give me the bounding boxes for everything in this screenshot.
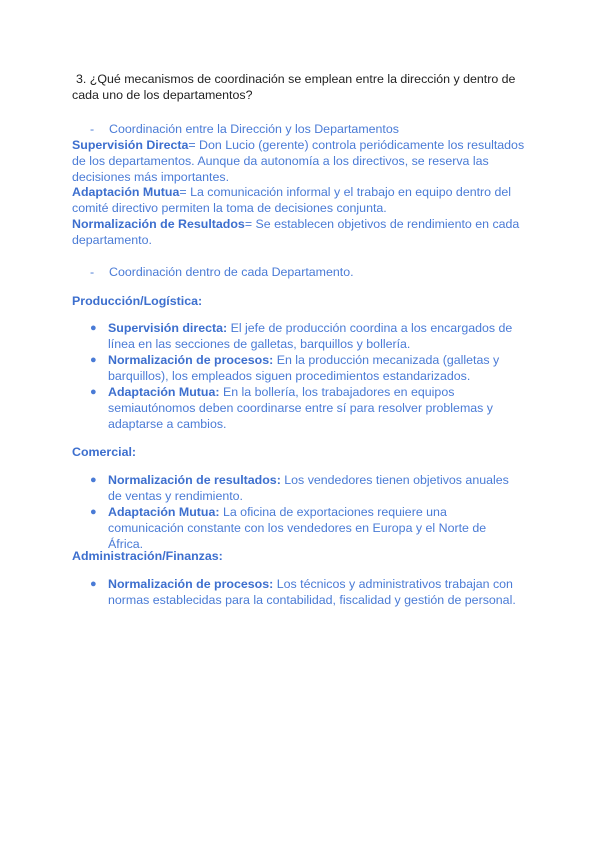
question-text: ¿Qué mecanismos de coordinación se emplean entre la dirección y dentro de cada uno de los departamentos? [72, 72, 516, 102]
question-heading [72, 71, 532, 103]
section-heading-departments [90, 264, 354, 280]
term-label: Adaptación Mutua: [108, 505, 220, 519]
term-description: = Se establecen objetivos de rendimiento en cada departamento. [72, 217, 520, 247]
section-heading-text: Coordinación entre la Dirección y los Departamentos [109, 122, 399, 136]
term-label: Normalización de procesos: [108, 353, 274, 367]
question-number: 3. [76, 72, 87, 86]
term-label: Normalización de Resultados [72, 217, 245, 231]
bullet-icon: ● [90, 578, 97, 590]
term-label: Supervisión directa: [108, 321, 228, 335]
department-title-administracion: Administración/Finanzas: [72, 549, 223, 563]
department-title-produccion: Producción/Logística: [72, 294, 203, 308]
list-item [90, 352, 520, 384]
dash-marker: - [90, 265, 95, 279]
term-description: En la bollería, los trabajadores en equipos semiautónomos deben coordinarse entre sí para resolver problemas y adaptarse a cambios. [108, 385, 493, 431]
term-description: = La comunicación informal y el trabajo en equipo dentro del comité directivo permiten la toma de decisiones conjunta. [72, 185, 512, 215]
list-item [90, 504, 520, 552]
term-label: Normalización de resultados: [108, 473, 281, 487]
bullet-icon: ● [90, 474, 97, 486]
bullet-icon: ● [90, 506, 97, 518]
term-description: Los técnicos y administrativos trabajan con normas establecidas para la contabilidad, fiscalidad y gestión de personal. [108, 577, 516, 607]
term-description: El jefe de producción coordina a los encargados de línea en las secciones de galletas, barquillos y bollería. [108, 321, 513, 351]
section-heading-text: Coordinación dentro de cada Departamento. [109, 265, 354, 279]
term-label: Adaptación Mutua: [108, 385, 220, 399]
bullet-icon: ● [90, 354, 97, 366]
term-description: Los vendedores tienen objetivos anuales de ventas y rendimiento. [108, 473, 509, 503]
term-label: Adaptación Mutua [72, 185, 180, 199]
list-item [90, 576, 520, 608]
term-label: Normalización de procesos: [108, 577, 274, 591]
paragraph-normalizacion-resultados [72, 216, 527, 248]
list-item [90, 384, 520, 432]
department-list-produccion [90, 320, 520, 432]
term-description: En la producción mecanizada (galletas y barquillos), los empleados siguen procedimientos estandarizados. [108, 353, 500, 383]
term-label: Supervisión Directa [72, 138, 189, 152]
department-list-comercial [90, 472, 520, 552]
bullet-icon: ● [90, 386, 97, 398]
list-item [90, 472, 520, 504]
list-item [90, 320, 520, 352]
department-title-comercial: Comercial: [72, 445, 137, 459]
department-list-administracion [90, 576, 520, 608]
term-description: La oficina de exportaciones requiere una comunicación constante con los vendedores en Europa y el Norte de África. [108, 505, 487, 551]
term-description: = Don Lucio (gerente) controla periódicamente los resultados de los departamentos. Aunque da autonomía a los directivos, se reserva las decisiones más importantes. [72, 138, 525, 184]
section-heading-direction [90, 121, 399, 137]
bullet-icon: ● [90, 322, 97, 334]
paragraph-supervision-directa [72, 137, 527, 185]
paragraph-adaptacion-mutua [72, 184, 527, 216]
dash-marker: - [90, 122, 95, 136]
